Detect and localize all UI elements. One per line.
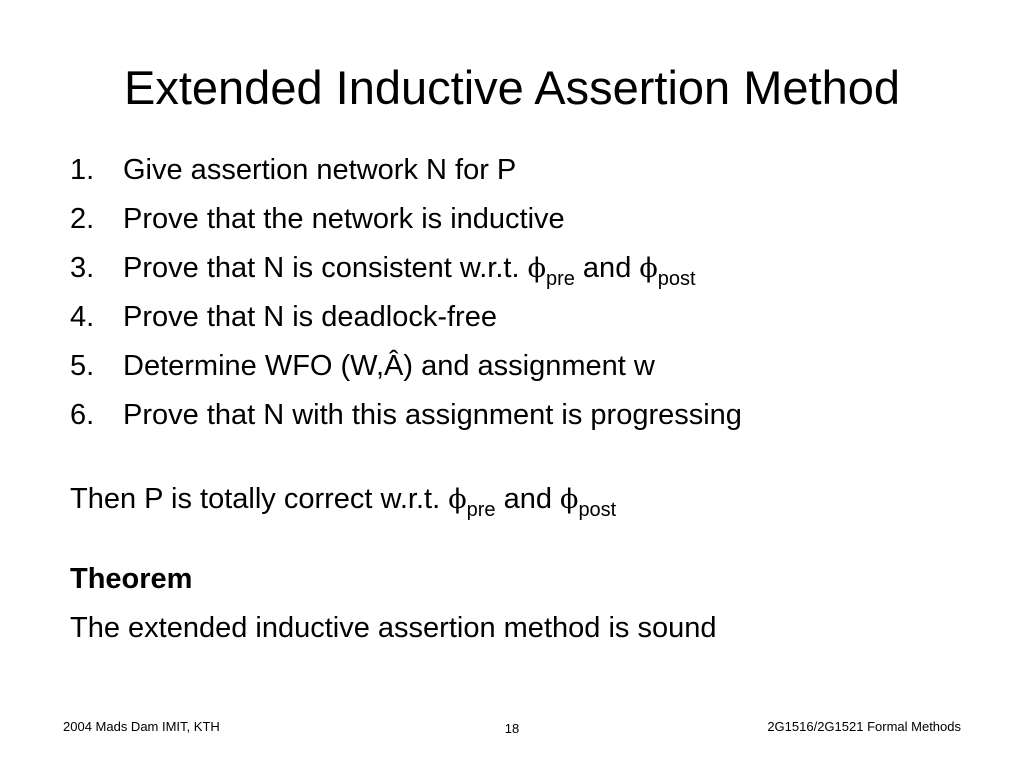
footer-course: 2G1516/2G1521 Formal Methods — [767, 719, 961, 734]
theorem-heading: Theorem — [70, 563, 193, 595]
and-text: and — [495, 483, 561, 515]
footer-author: 2004 Mads Dam IMIT, KTH — [63, 719, 220, 734]
step-number: 2. — [70, 203, 95, 235]
conclusion-body: Then P is totally correct w.r.t. — [70, 483, 449, 515]
list-item — [70, 393, 742, 442]
list-item — [70, 344, 742, 393]
list-item — [70, 246, 742, 295]
step-number: 3. — [70, 252, 95, 284]
post-subscript: post — [578, 499, 617, 521]
step-text: Prove that N with this assignment is progressing — [123, 399, 742, 431]
phi-symbol: ϕ — [639, 253, 658, 284]
post-subscript: post — [657, 268, 696, 290]
pre-subscript: pre — [466, 499, 496, 521]
phi-symbol: ϕ — [448, 484, 467, 515]
slide-title: Extended Inductive Assertion Method — [124, 61, 900, 114]
conclusion-text — [70, 477, 616, 524]
theorem-text: The extended inductive assertion method is sound — [70, 612, 717, 644]
pre-subscript: pre — [545, 268, 575, 290]
step-text: Prove that the network is inductive — [123, 203, 565, 235]
steps-list — [70, 148, 742, 442]
step-number: 5. — [70, 350, 95, 382]
phi-symbol: ϕ — [560, 484, 579, 515]
step-number: 6. — [70, 399, 95, 431]
step-number: 4. — [70, 301, 95, 333]
step-number: 1. — [70, 154, 95, 186]
list-item — [70, 197, 742, 246]
list-item — [70, 148, 742, 197]
and-text: and — [574, 252, 640, 284]
phi-symbol: ϕ — [527, 253, 546, 284]
step-text: Prove that N is deadlock-free — [123, 301, 497, 333]
step-text: Prove that N is consistent w.r.t. — [123, 252, 528, 284]
list-item — [70, 295, 742, 344]
step-text: Determine WFO (W,Â) and assignment w — [123, 350, 655, 382]
step-text: Give assertion network N for P — [123, 154, 517, 186]
page-number: 18 — [504, 721, 520, 736]
